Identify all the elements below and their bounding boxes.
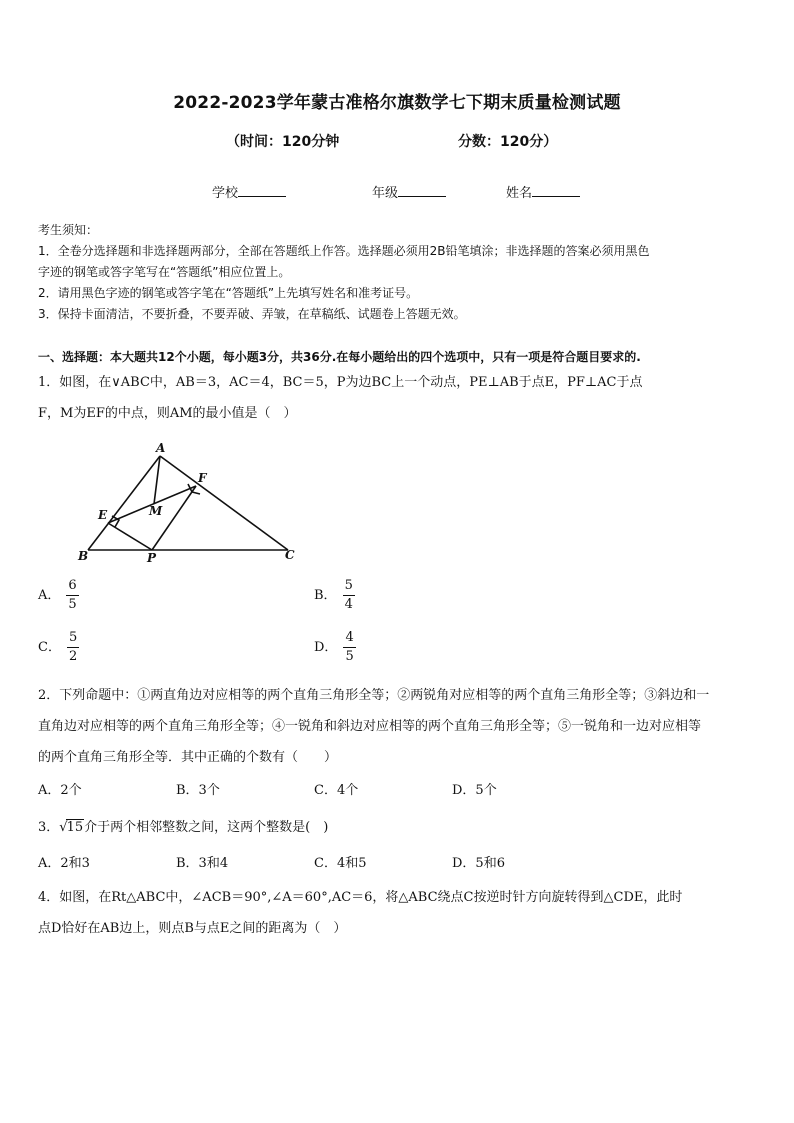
q1-option-a[interactable] [38,577,79,614]
q2-option-d[interactable]: D．5个 [452,783,497,798]
label-a: A [156,441,166,455]
q2-line2: 直角边对应相等的两个直角三角形全等；④一锐角和斜边对应相等的两个直角三角形全等；⑤一锐角和一边对应相等 [38,719,702,734]
q4-line2: 点D恰好在AB边上，则点B与点E之间的距离为（ ） [38,921,347,936]
option-label: D． [314,640,338,655]
fraction [66,577,78,614]
question-4 [38,882,760,944]
label-p: P [147,551,157,565]
option-label: B． [314,588,337,603]
q3-option-b[interactable]: B．3和4 [176,856,229,871]
grade-field [372,182,446,201]
school-field [212,182,286,201]
numerator: 4 [343,629,355,648]
section-heading: 一、选择题：本大题共12个小题，每小题3分，共36分.在每小题给出的四个选项中，只有一项是符合题目要求的. [38,350,641,364]
q1-line2: F，M为EF的中点，则AM的最小值是（ ） [38,406,297,421]
option-label: C． [38,640,61,655]
option-label: A． [38,588,61,603]
denominator: 2 [68,649,78,664]
denominator: 4 [344,597,353,612]
numerator: 6 [66,577,78,596]
q1-figure [74,438,304,568]
q2-option-c[interactable]: C．4个 [314,783,359,798]
notice-block [38,220,758,325]
question-3 [38,816,328,835]
q2-line1: 2．下列命题中：①两直角边对应相等的两个直角三角形全等；②两锐角对应相等的两个直角三角形全等；③斜边和一 [38,688,710,703]
fraction [343,577,355,614]
q2-option-a[interactable]: A．2个 [38,783,82,798]
q4-line1: 4．如图，在Rt△ABC中，∠ACB＝90°,∠A＝60°,AC＝6，将△ABC绕点C按逆时针方向旋转得到△CDE，此时 [38,890,683,905]
q2-option-b[interactable]: B．3个 [176,783,220,798]
exam-title: 2022-2023学年蒙古准格尔旗数学七下期末质量检测试题 [173,93,621,113]
question-2 [38,680,760,773]
q3-rest: 介于两个相邻整数之间，这两个整数是( ) [84,820,329,835]
fraction [343,629,355,666]
exam-time: （时间：120分钟 [226,134,340,150]
q2-line3: 的两个直角三角形全等．其中正确的个数有（ ） [38,750,338,765]
q3-option-a[interactable]: A．2和3 [38,856,90,871]
grade-blank[interactable] [398,184,446,197]
label-c: C [285,548,295,562]
label-m: M [149,504,163,518]
q3-radicand: 15 [66,820,84,835]
notice-item: 3．保持卡面清洁，不要折叠，不要弄破、弄皱，在草稿纸、试题卷上答题无效。 [38,307,466,321]
sqrt-icon: √ [59,820,68,835]
name-field [506,182,580,201]
q1-option-b[interactable] [314,577,355,614]
q1-line1: 1．如图，在∨ABC中，AB＝3，AC＝4，BC＝5，P为边BC上一个动点，PE⊥AB于点E，PF⊥AC于点 [38,375,643,390]
denominator: 5 [68,597,77,612]
name-label: 姓名 [506,186,533,201]
q1-option-d[interactable] [314,629,356,666]
q3-option-c[interactable]: C．4和5 [314,856,367,871]
side-ab [88,456,160,550]
label-b: B [78,549,89,563]
fraction [67,629,79,666]
name-blank[interactable] [532,184,580,197]
numerator: 5 [343,577,355,596]
seg-pe [108,523,152,550]
label-e: E [98,508,108,522]
school-label: 学校 [212,186,239,201]
notice-item: 1．全卷分选择题和非选择题两部分，全部在答题纸上作答。选择题必须用2B铅笔填涂；非选择题的答案必须用黑色 [38,244,650,258]
q1-option-c[interactable] [38,629,79,666]
notice-item: 字迹的钢笔或答字笔写在“答题纸”相应位置上。 [38,265,291,279]
school-blank[interactable] [238,184,286,197]
label-f: F [198,471,207,485]
side-ac [160,456,288,550]
numerator: 5 [67,629,79,648]
grade-label: 年级 [372,186,399,201]
exam-score: 分数：120分） [458,134,558,150]
notice-item: 2．请用黑色字迹的钢笔或答字笔在“答题纸”上先填写姓名和准考证号。 [38,286,419,300]
denominator: 5 [345,649,354,664]
q3-option-d[interactable]: D．5和6 [452,856,505,871]
question-1 [38,367,760,429]
notice-heading: 考生须知： [38,223,99,237]
q3-prefix: 3． [38,820,60,835]
